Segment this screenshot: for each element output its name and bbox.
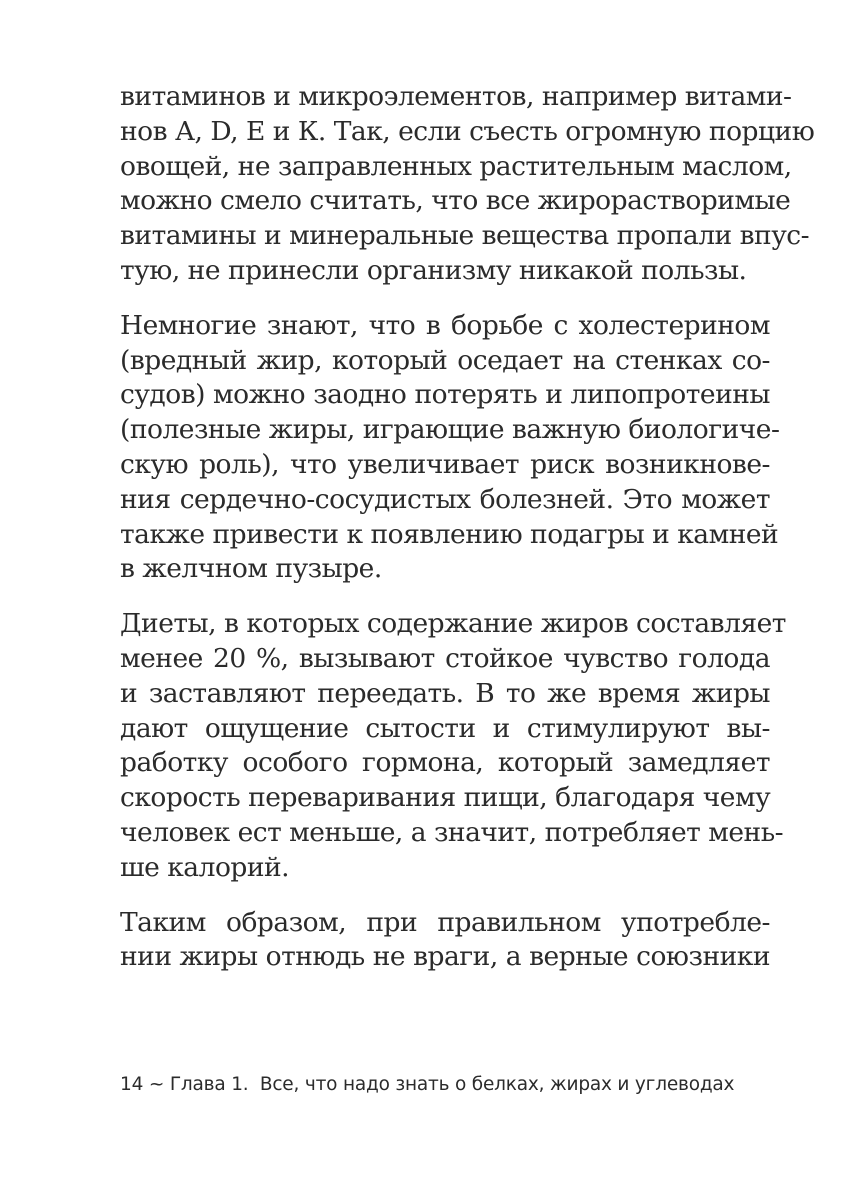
chapter-label: Глава 1. xyxy=(169,1074,249,1095)
text-line: Таким образом, при правильном употребле- xyxy=(120,906,770,938)
paragraph-1 xyxy=(120,80,815,289)
text-line: человек ест меньше, а значит, потребляет мень- xyxy=(120,816,784,848)
paragraph-3 xyxy=(120,607,786,885)
text-line: ния сердечно-сосудистых болезней. Это может xyxy=(120,483,770,515)
text-line: Немногие знают, что в борьбе с холестерином xyxy=(120,309,770,341)
paragraph-2 xyxy=(120,309,780,587)
page-number: 14 xyxy=(120,1074,144,1095)
text-line: менее 20 %, вызывают стойкое чувство голода xyxy=(120,642,770,674)
text-line: овощей, не заправленных растительным маслом, xyxy=(120,150,792,182)
text-line: скую роль), что увеличивает риск возникнове- xyxy=(120,448,770,480)
text-line: судов) можно заодно потерять и липопротеины xyxy=(120,379,770,411)
text-line: и заставляют переедать. В то же время жиры xyxy=(120,677,770,709)
text-line: витамины и минеральные вещества пропали впус- xyxy=(120,220,810,252)
text-line: можно смело считать, что все жирорастворимые xyxy=(120,185,791,217)
text-line: работку особого гормона, который замедляет xyxy=(120,747,770,779)
text-line: нов А, D, Е и К. Так, если съесть огромную порцию xyxy=(120,115,815,147)
text-line: тую, не принесли организму никакой пользы. xyxy=(120,254,747,286)
footer-separator: ~ xyxy=(148,1074,165,1095)
paragraph-4 xyxy=(120,906,770,976)
text-line: ше калорий. xyxy=(120,851,290,883)
text-line: витаминов и микроэлементов, например витами- xyxy=(120,81,792,112)
text-line: (полезные жиры, играющие важную биологиче- xyxy=(120,414,780,446)
chapter-title: Все, что надо знать о белках, жирах и углеводах xyxy=(259,1074,735,1095)
text-line: (вредный жир, который оседает на стенках со- xyxy=(120,344,770,376)
text-line: нии жиры отнюдь не враги, а верные союзники xyxy=(120,941,770,973)
text-line: Диеты, в которых содержание жиров составляет xyxy=(120,608,786,640)
text-line: также привести к появлению подагры и камней xyxy=(120,518,779,550)
running-footer xyxy=(120,1074,770,1095)
text-line: в желчном пузыре. xyxy=(120,553,382,585)
body-text xyxy=(120,80,815,995)
text-line: дают ощущение сытости и стимулируют вы- xyxy=(120,712,770,744)
text-line: скорость переваривания пищи, благодаря чему xyxy=(120,782,771,814)
